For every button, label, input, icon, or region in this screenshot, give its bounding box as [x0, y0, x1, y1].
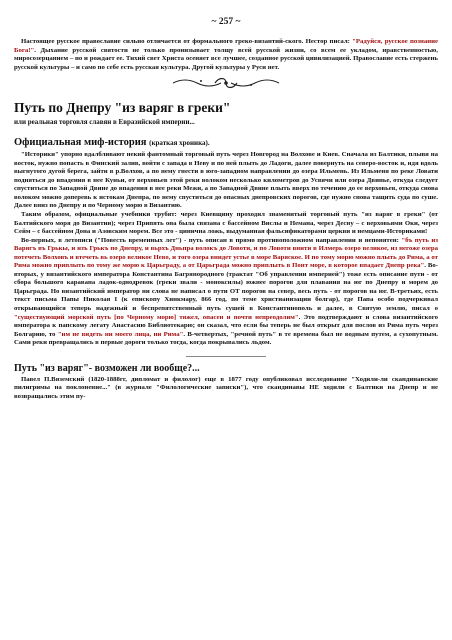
paragraph-text: . Во-вторых, у византийского императора Константина Багрянородного (трактат "Об управлении империей") тоже есть описание пути - от сбора большого каравана ладок-однодревок (греки звали - моноксилы) южнее порогов для плавания на юг по Днепру и морем до Царьграда. Но византийский император ни слова не написал о пути ОТ порогов на север, весь путь - от порогов на юг. В-третьих, есть текст письма Папы Николая I (к епископу Хинкмару, 866 год, по теме христианизации болгар), где Папа особо подчеркивал открывающийся теперь надежный и беспрепятственный путь сушей в Константинополь и далее, в Святую землю, писал о: [14, 262, 438, 313]
intro-text-part1: Настоящее русское православие сильно отличается от формального греко-византий-ского. Нестор писал:: [21, 38, 353, 45]
section-subtitle: или реальная торговля славян в Евразийской империи...: [14, 118, 195, 127]
paragraph: Таким образом, официальные учебники трубят: через Киевщину проходил знаменитый торговый путь "из варяг в греки" (от Балтийского моря до Византии); через Припять она была связана с бассейном Вислы и Немана, через Десну – с верховьями Оки, через Сейм – с бассейном Дона и Азовским морем. Все это - цинична ложь, выдуманная фальсификаторами церкви и немцами-Историками!: [14, 211, 438, 236]
intro-text-part2: . Дыхание русской святости не только пронизывает толщу всей русской жизни, со всем ее укладом, нравственностью, миросозерцанием – но и рождает ее. Тихий свет Христа осеняет все лучшее, созданное русской цивилизацией. Православие есть стержень русской культуры – и само по себе есть русская культура. Другой культуры у Руси нет.: [14, 46, 438, 71]
emperor-quote: "им не видеть ни моего лица, ни Рима": [57, 330, 184, 338]
paragraph: Павел П.Вяземский (1820-1888гг, дипломат и филолог) еще в 1877 году опубликовал исследование "Ходили-ли скандинавские пилигримы на поклонение..." (в журнале "Филологические записки"), что скандинавы НЕ ходили с Балтики на Днепр и не возвращались этим пу-: [14, 375, 438, 400]
chronicle-quote: "бъ путь из Варягъ въ Грькы, и изъ Грькъ по Днепру, и вьрхъ Дньпра волокъ до Ловоти, и по Ловоти внити в Илмерь озеро великое, из негоже озера потечеть Волховъ и втечеть вь озеро великое Нево, и того озера внидет устье в море Варяское. И по тому морю можно плыть до Рима, а от Рима можно приплыть по тому же морю к Царьграду, а от Царьграда можно приплыть в Понт море, в которое впадает Днепр река": [14, 236, 438, 270]
paragraph: [14, 237, 438, 348]
heading-text: Официальная миф-история: [14, 137, 147, 149]
intro-quote: "Радуйся, русское познание Бога!": [14, 38, 439, 54]
section-divider: [186, 356, 266, 357]
section2-title: Путь "из варяг"- возможен ли вообще?...: [14, 362, 200, 374]
paragraph-text: . Это подтверждают и слова византийского императора к папскому легату Анастасию Библиотекарю; он сказал, что если бы теперь не был открыт для послов из Рима путь через Болгарию, то: [14, 313, 438, 338]
heading-note: (краткая хроника).: [149, 139, 210, 148]
paragraph-text: . В-четвертых, "речной путь" в те времена был не водным путем, а сухопутным. Сами реки превращались в первые дороги только тогда, когда покрывались льдом.: [14, 330, 438, 347]
intro-paragraph: [14, 38, 438, 72]
section-title: Путь по Днепру "из варяг в греки": [14, 100, 231, 116]
section-heading: [14, 136, 438, 150]
paragraph: "Историки" упорно вдалбливают некий фантомный торговый путь через Новгород на Волхове и Киев. Сначала из Балтики, плывя на восток, нужно попасть в Финский залив, войти с запада в Неву и по ней плыть до Ладоги, далее повернуть на северо-восток и, идя вдоль выгнутого дугой берега, зайти в р.Волхов, а по нему гнести в юго-западном направлении до озера Ильмень. Из Ильменя по реке Ловати подняться до впадения в нее Куньи, от верховьев этой реки волоком несколько километров до Усвячи или озера Двинье, откуда следует спуститься по Западной Двине до впадения в нее реки Межи, а по Западной Двине плыть вверх по течению до ее верховьев, откуда снова волоком можно доперевь к истокам Днепра, по нему спуститься до опасных днепровских порогов, где нужно снова тащить суда по суше. Далее вниз по Днепру и по Черному морю в Византию.: [14, 151, 438, 210]
page-number: ~ 257 ~: [211, 17, 241, 27]
papal-quote: "существующий морской путь [по Черному морю] тяжел, опасен и почти непреодолим": [14, 313, 299, 321]
paragraph-text: Во-первых, в летописи ("Повесть временных лет") - путь описан в прямо противоположном направлении и непонятен:: [21, 236, 402, 244]
ornament-divider-icon: [14, 76, 438, 90]
